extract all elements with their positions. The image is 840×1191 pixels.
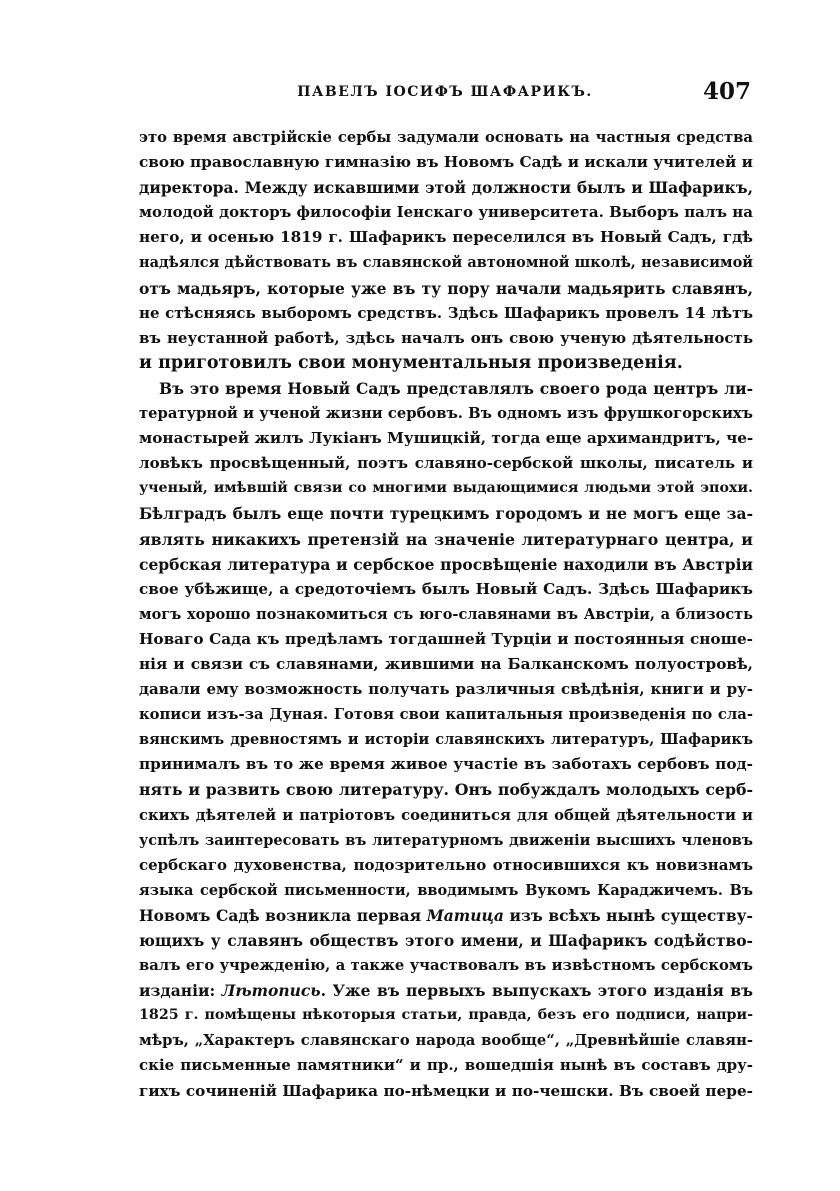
page-header — [137, 76, 753, 110]
text-line: являть никакихъ претензій на значеніе литературнаго центра, и — [139, 529, 753, 549]
text-line: давали ему возможность получать различныя свѣдѣнія, книги и ру- — [139, 680, 753, 699]
text-line: тературной и ученой жизни сербовъ. Въ одномъ изъ фрушкогорскихъ — [139, 405, 753, 423]
text-line: ловѣкъ просвѣщенный, поэтъ славяно-сербской школы, писатель и — [139, 454, 753, 473]
text-line: нять и развить свою литературу. Онъ побуждалъ молодыхъ серб- — [139, 780, 753, 800]
page-number: 407 — [702, 78, 751, 105]
text-line: ученый, имѣвшій связи со многими выдающимися людьми этой эпохи. — [139, 480, 753, 497]
text-line: монастырей жилъ Лукіанъ Мушицкій, тогда еще архимандритъ, че- — [139, 429, 754, 448]
text-line: принималъ въ то же время живое участіе въ заботахъ сербовъ под- — [139, 755, 753, 774]
text-line: Новаго Сада къ предѣламъ тогдашней Турціи и постоянныя сноше- — [139, 629, 753, 648]
text-line: мѣръ, „Характеръ славянскаго народа вообще“, „Древнѣйшіе славян- — [139, 1032, 753, 1050]
text-line: Бѣлградъ былъ еще почти турецкимъ городомъ и не могъ еще за- — [139, 504, 753, 524]
text-line: успѣлъ заинтересовать въ литературномъ движеніи высшихъ членовъ — [139, 831, 753, 849]
text-line: и приготовилъ свои монументальныя произведенія. — [139, 352, 683, 373]
text-line: нія и связи съ славянами, жившими на Балканскомъ полуостровѣ, — [139, 654, 753, 673]
text-segment: изъ всѣхъ нынѣ существу- — [503, 905, 753, 925]
text-line: могъ хорошо познакомиться съ юго-славянами въ Австріи, а близость — [139, 605, 753, 623]
paragraph-start-line: Въ это время Новый Садъ представлялъ своего рода центръ ли- — [159, 378, 753, 398]
text-line: вянскимъ древностямъ и исторіи славянскихъ литературъ, Шафарикъ — [139, 731, 753, 749]
text-line: скихъ дѣятелей и патріотовъ соединиться для общей дѣятельности и — [139, 806, 753, 824]
text-line: директора. Между искавшими этой должности былъ и Шафарикъ, — [139, 178, 753, 198]
running-title: ПАВЕЛЪ ІОСИФЪ ШАФАРИКЪ. — [297, 84, 593, 100]
body-text — [139, 125, 753, 1104]
text-line-matica — [139, 903, 753, 928]
text-line: молодой докторъ философіи Іенскаго университета. Выборъ палъ на — [139, 203, 753, 222]
italic-title-letopis: Лѣтопись — [221, 981, 321, 1001]
text-line: не стѣсняясь выборомъ средствъ. Здѣсь Шафарикъ провелъ 14 лѣтъ — [139, 303, 753, 322]
text-segment: Новомъ Садѣ возникла первая — [139, 905, 427, 925]
text-line: сербская литература и сербское просвѣщеніе находили въ Австріи — [139, 554, 753, 574]
italic-title-matica: Матица — [426, 905, 504, 925]
text-line: свою православную гимназію въ Новомъ Садѣ и искали учителей и — [139, 153, 753, 172]
text-line: ющихъ у славянъ обществъ этого имени, и Шафарикъ содѣйство- — [139, 931, 753, 950]
text-line: него, и осенью 1819 г. Шафарикъ переселился въ Новый Садъ, гдѣ — [139, 228, 753, 247]
text-line: это время австрійскіе сербы задумали основать на частныя средства — [139, 129, 753, 146]
text-segment: . Уже въ первыхъ выпускахъ этого изданія въ — [320, 981, 753, 1001]
text-line: языка сербской письменности, вводимымъ Вукомъ Караджичемъ. Въ — [139, 881, 753, 899]
text-line: надѣялся дѣйствовать въ славянской автономной школѣ, независимой — [139, 254, 753, 272]
text-line: сербскаго духовенства, подозрительно относившихся къ новизнамъ — [139, 855, 753, 874]
text-line: въ неустанной работѣ, здѣсь началъ онъ свою ученую дѣятельность — [139, 328, 753, 347]
text-line: свое убѣжище, а средоточіемъ былъ Новый Садъ. Здѣсь Шафарикъ — [139, 579, 753, 598]
text-line: 1825 г. помѣщены нѣкоторыя статьи, правда, безъ его подписи, напри- — [139, 1007, 753, 1024]
text-line: скіе письменные памятники“ и пр., вошедшія нынѣ въ составъ дру- — [139, 1056, 753, 1075]
text-segment: изданіи: — [139, 981, 222, 1001]
text-line: кописи изъ-за Дуная. Готовя свои капитальныя произведенія по сла- — [139, 706, 753, 724]
text-line: гихъ сочиненій Шафарика по-нѣмецки и по-чешски. Въ своей пере- — [139, 1081, 753, 1100]
text-line-letopis — [139, 978, 753, 1003]
text-line: валъ его учрежденію, а также участвовалъ въ извѣстномъ сербскомъ — [139, 957, 753, 975]
text-line: отъ мадьяръ, которые уже въ ту пору начали мадьярить славянъ, — [139, 278, 753, 298]
